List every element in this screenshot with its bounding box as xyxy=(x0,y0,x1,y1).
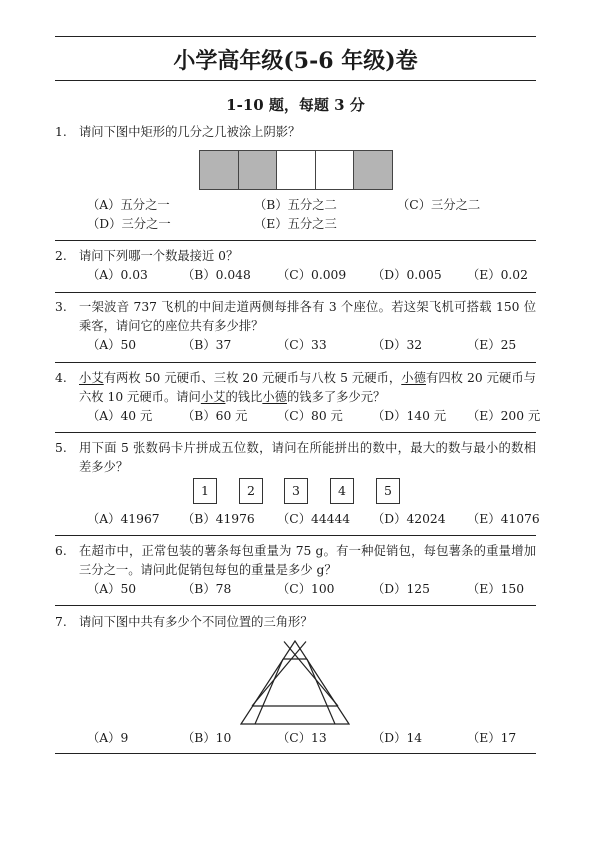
digit-cards xyxy=(0,478,596,506)
name-xiaoai: 小艾 xyxy=(200,390,226,404)
question-7 xyxy=(55,613,536,632)
option-a[interactable]: （A）50 xyxy=(87,338,137,352)
option-a[interactable]: （A）0.03 xyxy=(87,268,148,282)
digit-card: 1 xyxy=(193,478,217,504)
outer-triangle xyxy=(241,641,349,724)
question-text: 一架波音 737 飞机的中间走道两侧每排各有 3 个座位。若这架飞机可搭载 150 位乘客，请问它的座位共有多少排？ xyxy=(79,300,536,333)
option-e[interactable]: （E）25 xyxy=(467,338,517,352)
unshaded-cell xyxy=(315,150,355,190)
question-divider xyxy=(55,605,536,606)
question-6 xyxy=(55,542,536,599)
title-rule xyxy=(55,80,536,81)
option-b[interactable]: （B）78 xyxy=(182,582,232,596)
inner-line xyxy=(255,659,283,724)
option-c[interactable]: （C）33 xyxy=(277,338,327,352)
question-text: 用下面 5 张数码卡片拼成五位数，请问在所能拼出的数中，最大的数与最小的数相差多少？ xyxy=(79,441,536,474)
option-c[interactable]: （C）80 元 xyxy=(277,409,343,423)
question-number: 3. xyxy=(55,300,67,314)
digit-card: 2 xyxy=(239,478,263,504)
shaded-cell xyxy=(199,150,239,190)
inner-line xyxy=(284,642,338,707)
name-xiaode: 小德 xyxy=(401,371,426,385)
option-a[interactable]: （A）50 xyxy=(87,582,137,596)
option-b[interactable]: （B）0.048 xyxy=(182,268,251,282)
option-a[interactable]: （A）五分之一 xyxy=(87,198,170,212)
question-5 xyxy=(55,439,536,477)
digit-card: 5 xyxy=(376,478,400,504)
triangle-figure xyxy=(240,640,350,726)
question-number: 5. xyxy=(55,441,67,455)
question-divider xyxy=(55,432,536,433)
question-text: 请问下图中矩形的几分之几被涂上阴影？ xyxy=(79,125,301,139)
option-d[interactable]: （D）42024 xyxy=(372,512,446,526)
question-number: 1. xyxy=(55,125,67,139)
section-heading: 1-10 题，每题 3 分 xyxy=(226,96,365,114)
option-d[interactable]: （D）32 xyxy=(372,338,423,352)
question-text: 在超市中，正常包装的薯条每包重量为 75 g。有一种促销包，每包薯条的重量增加三分之一。请问此促销包每包的重量是多少 g？ xyxy=(79,544,536,577)
option-a[interactable]: （A）9 xyxy=(87,731,129,745)
option-c[interactable]: （C）100 xyxy=(277,582,335,596)
option-b[interactable]: （B）五分之二 xyxy=(254,198,337,212)
option-d[interactable]: （D）0.005 xyxy=(372,268,442,282)
name-xiaode: 小德 xyxy=(262,390,287,404)
option-d[interactable]: （D）三分之一 xyxy=(87,217,171,231)
option-a[interactable]: （A）41967 xyxy=(87,512,160,526)
name-xiaoai: 小艾 xyxy=(79,371,104,385)
question-3 xyxy=(55,298,536,355)
option-c[interactable]: （C）0.009 xyxy=(277,268,347,282)
question-text: 小艾有两枚 50 元硬币、三枚 20 元硬币与八枚 5 元硬币，小德有四枚 20 元硬币与六枚 10 元硬币。请问小艾的钱比小德的钱多了多少元？ xyxy=(79,371,536,404)
option-d[interactable]: （D）14 xyxy=(372,731,423,745)
question-text: 请问下列哪一个数最接近 0？ xyxy=(79,249,239,263)
paper-title: 小学高年级(5-6 年级)卷 xyxy=(173,48,418,74)
question-5-options xyxy=(55,510,540,529)
option-b[interactable]: （B）37 xyxy=(182,338,232,352)
question-divider xyxy=(55,535,536,536)
question-text: 请问下图中共有多少个不同位置的三角形？ xyxy=(79,615,313,629)
option-c[interactable]: （C）44444 xyxy=(277,512,351,526)
option-d[interactable]: （D）140 元 xyxy=(372,409,447,423)
top-rule xyxy=(55,36,536,37)
option-b[interactable]: （B）60 元 xyxy=(182,409,248,423)
question-number: 7. xyxy=(55,615,67,629)
question-number: 2. xyxy=(55,249,67,263)
question-number: 6. xyxy=(55,544,67,558)
question-divider xyxy=(55,362,536,363)
option-e[interactable]: （E）五分之三 xyxy=(254,217,337,231)
option-e[interactable]: （E）41076 xyxy=(467,512,540,526)
option-e[interactable]: （E）200 元 xyxy=(467,409,541,423)
question-7-options xyxy=(55,729,536,748)
unshaded-cell xyxy=(276,150,316,190)
option-e[interactable]: （E）17 xyxy=(467,731,517,745)
question-divider xyxy=(55,292,536,293)
option-b[interactable]: （B）41976 xyxy=(182,512,255,526)
option-d[interactable]: （D）125 xyxy=(372,582,430,596)
question-2 xyxy=(55,247,536,285)
digit-card: 4 xyxy=(330,478,354,504)
digit-card: 3 xyxy=(284,478,308,504)
question-1 xyxy=(55,123,536,142)
shaded-cell xyxy=(353,150,393,190)
shaded-cell xyxy=(238,150,278,190)
option-c[interactable]: （C）13 xyxy=(277,731,327,745)
option-b[interactable]: （B）10 xyxy=(182,731,232,745)
option-e[interactable]: （E）150 xyxy=(467,582,525,596)
inner-line xyxy=(252,642,306,707)
shaded-rectangle-figure xyxy=(199,150,392,190)
question-divider xyxy=(55,753,536,754)
option-e[interactable]: （E）0.02 xyxy=(467,268,528,282)
option-a[interactable]: （A）40 元 xyxy=(87,409,153,423)
question-1-options xyxy=(55,196,536,234)
option-c[interactable]: （C）三分之二 xyxy=(397,198,481,212)
question-4 xyxy=(55,369,541,426)
question-divider xyxy=(55,240,536,241)
inner-line xyxy=(307,659,335,724)
question-number: 4. xyxy=(55,371,67,385)
